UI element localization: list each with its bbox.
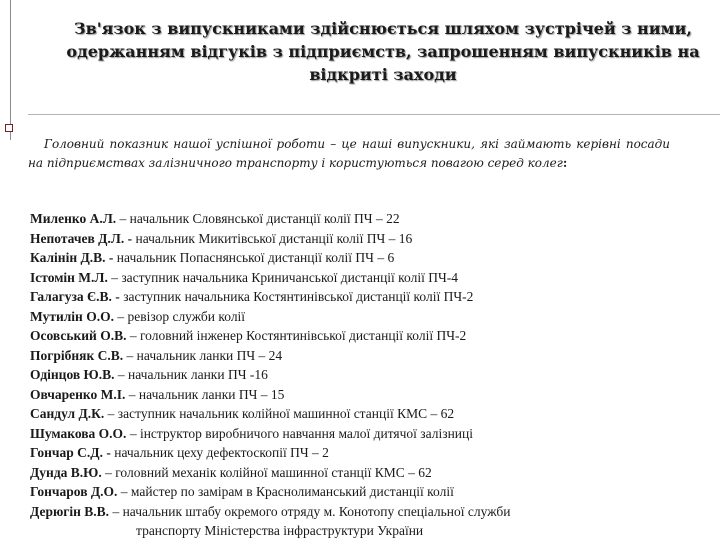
list-item bbox=[30, 268, 700, 288]
graduate-name: Миленко А.Л. bbox=[30, 211, 117, 226]
graduate-name: Осовський О.В. bbox=[30, 328, 127, 343]
graduate-name: Дерюгін В.В. bbox=[30, 503, 110, 519]
graduate-role: – інструктор виробничого навчання малої дитячої залізниці bbox=[126, 425, 473, 441]
graduate-role: – начальник штабу окремого отряду м. Конотопу спеціальної служби bbox=[109, 503, 511, 519]
graduate-name: Шумакова О.О. bbox=[30, 425, 127, 441]
list-item bbox=[30, 229, 700, 249]
intro-text: Головний показник нашої успішної роботи – це наші випускники, які займають керівні посади на підприємствах залізничного транспорту і користуються повагою серед колег bbox=[28, 137, 670, 170]
list-item bbox=[30, 307, 700, 327]
graduate-name: Мутилін О.О. bbox=[30, 308, 114, 324]
divider-line bbox=[28, 114, 720, 115]
list-item bbox=[30, 424, 700, 444]
graduate-role: – заступник начальника Криничанської дистанції колії ПЧ-4 bbox=[107, 269, 459, 285]
list-item bbox=[30, 482, 700, 502]
list-item bbox=[30, 443, 700, 463]
list-item bbox=[30, 502, 700, 541]
graduate-name: Овчаренко М.І. bbox=[30, 386, 126, 402]
graduate-name: Одінцов Ю.В. bbox=[30, 367, 115, 382]
graduate-role: – ревізор служби колії bbox=[113, 308, 246, 324]
graduate-role: начальник Микитівської дистанції колії ПЧ – 16 bbox=[132, 230, 413, 246]
graduate-name: Калінін Д.В. - bbox=[30, 250, 114, 265]
list-item bbox=[30, 209, 700, 229]
list-item bbox=[30, 404, 700, 424]
graduate-role: – головний механік колійної машинної станції КМС – 62 bbox=[101, 464, 432, 480]
list-item bbox=[30, 248, 700, 268]
graduate-name: Погрібняк С.В. bbox=[30, 347, 124, 363]
graduate-name: Гончаров Д.О. bbox=[30, 484, 118, 499]
graduate-role: – начальник ланки ПЧ – 15 bbox=[125, 386, 285, 402]
graduate-name: Галагуза Є.В. - bbox=[30, 289, 120, 304]
graduate-role: – начальник ланки ПЧ -16 bbox=[114, 367, 268, 382]
bullet-square-icon bbox=[5, 124, 13, 132]
graduate-name: Сандул Д.К. bbox=[30, 406, 105, 421]
list-item bbox=[30, 385, 700, 405]
list-item bbox=[30, 365, 700, 385]
graduate-role-continuation: транспорту Міністерства інфраструктури України bbox=[136, 523, 424, 538]
graduate-role: начальник Попаснянської дистанції колії ПЧ – 6 bbox=[113, 250, 395, 265]
intro-colon: : bbox=[562, 156, 568, 170]
graduate-role: – майстер по замірам в Краснолиманський дистанції колії bbox=[117, 484, 454, 499]
graduate-role: – заступник начальник колійної машинної станції КМС – 62 bbox=[104, 406, 455, 421]
graduate-role: – начальник Словянської дистанції колії ПЧ – 22 bbox=[116, 211, 400, 226]
list-item bbox=[30, 287, 700, 307]
graduate-role: – головний інженер Костянтинівської дистанції колії ПЧ-2 bbox=[126, 328, 467, 343]
slide-title: Зв'язок з випускниками здійснюється шляхом зустрічей з ними, одержанням відгуків з підприємств, запрошенням випускників на відкриті заходи bbox=[66, 19, 700, 84]
left-border-line bbox=[10, 0, 11, 140]
graduate-name: Істомін М.Л. bbox=[30, 269, 108, 285]
graduate-name: Дунда В.Ю. bbox=[30, 464, 102, 480]
graduate-name: Гончар С.Д. - bbox=[30, 445, 111, 460]
graduate-name: Непотачев Д.Л. - bbox=[30, 230, 133, 246]
graduates-list bbox=[30, 209, 700, 541]
list-item bbox=[30, 463, 700, 483]
list-item bbox=[30, 326, 700, 346]
graduate-role: заступник начальника Костянтинівської дистанції колії ПЧ-2 bbox=[119, 289, 474, 304]
list-item bbox=[30, 346, 700, 366]
graduate-role: – начальник ланки ПЧ – 24 bbox=[123, 347, 283, 363]
intro-paragraph bbox=[28, 135, 670, 173]
graduate-role: начальник цеху дефектоскопії ПЧ – 2 bbox=[110, 445, 329, 460]
